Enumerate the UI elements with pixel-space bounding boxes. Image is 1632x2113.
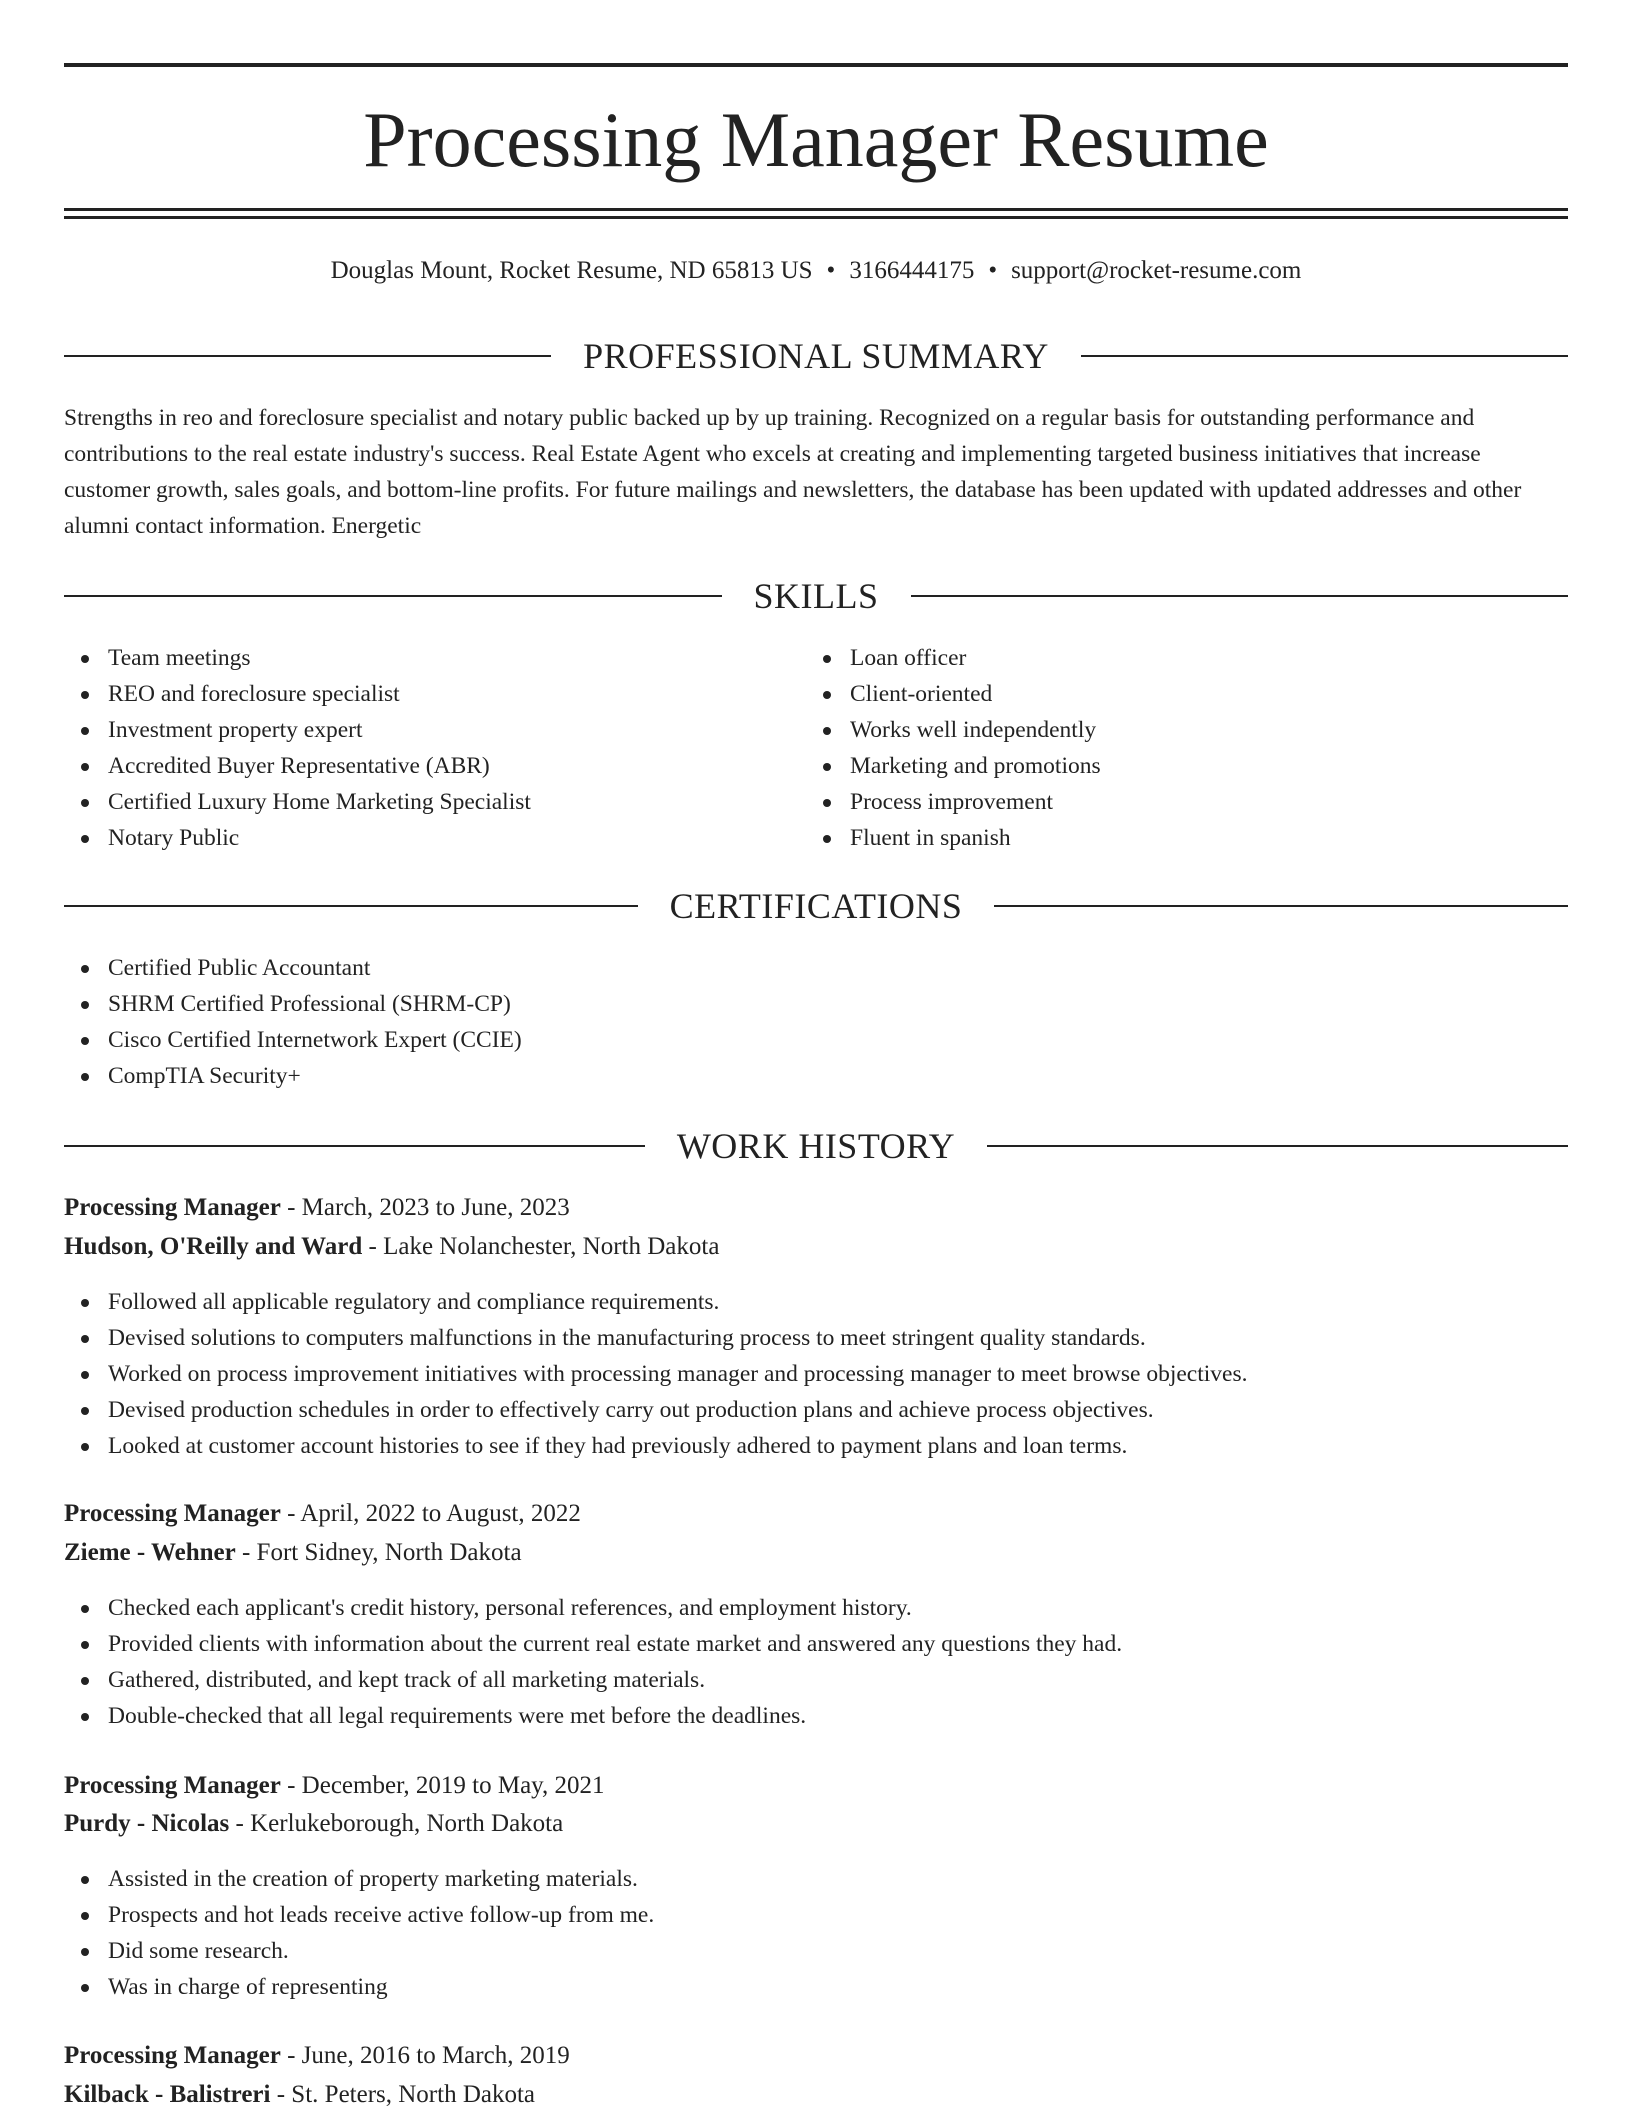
heading-rule <box>64 905 638 907</box>
section-heading-label: PROFESSIONAL SUMMARY <box>583 336 1049 376</box>
job-title: Processing Manager <box>64 1500 281 1527</box>
heading-rule <box>64 355 551 357</box>
job-location: - Kerlukeborough, North Dakota <box>229 1810 564 1837</box>
job-title-line <box>64 1496 1568 1532</box>
job-duty: Worked on process improvement initiatives with processing manager and processing manager to meet browse objectives. <box>64 1356 1568 1392</box>
certification-item: SHRM Certified Professional (SHRM-CP) <box>64 986 1568 1022</box>
skills-list-left <box>64 640 804 856</box>
skill-item: Certified Luxury Home Marketing Specialist <box>64 784 804 820</box>
heading-rule <box>64 595 722 597</box>
job-dates: - April, 2022 to August, 2022 <box>280 1500 581 1527</box>
certification-item: Cisco Certified Internetwork Expert (CCIE) <box>64 1022 1568 1058</box>
job-duties-list <box>64 1590 1568 1734</box>
job-duty: Did some research. <box>64 1933 1568 1969</box>
heading-rule <box>994 905 1568 907</box>
skill-item: Loan officer <box>806 640 1546 676</box>
job-location: - St. Peters, North Dakota <box>270 2081 536 2108</box>
job-company-line <box>64 1806 1568 1842</box>
job-duty: Gathered, distributed, and kept track of all marketing materials. <box>64 1662 1568 1698</box>
skill-item: Team meetings <box>64 640 804 676</box>
job-dates: - June, 2016 to March, 2019 <box>280 2042 570 2069</box>
job-duties-list <box>64 1861 1568 2005</box>
job-duty: Checked each applicant's credit history, personal references, and employment history. <box>64 1590 1568 1626</box>
skill-item: Fluent in spanish <box>806 820 1546 856</box>
contact-phone: 3166444175 <box>849 257 975 284</box>
job-duty: Was in charge of representing <box>64 1969 1568 2005</box>
job-dates: - December, 2019 to May, 2021 <box>280 1772 605 1799</box>
title-rule-lower <box>64 216 1568 219</box>
skill-item: REO and foreclosure specialist <box>64 676 804 712</box>
section-heading-label: CERTIFICATIONS <box>669 886 963 926</box>
job-duty: Double-checked that all legal requirements were met before the deadlines. <box>64 1698 1568 1734</box>
skill-item: Works well independently <box>806 712 1546 748</box>
job-title: Processing Manager <box>64 1772 281 1799</box>
job-company-line <box>64 1229 1568 1265</box>
job-duty: Prospects and hot leads receive active follow-up from me. <box>64 1897 1568 1933</box>
skill-item: Accredited Buyer Representative (ABR) <box>64 748 804 784</box>
page-title: Processing Manager Resume <box>363 96 1269 183</box>
job-duty: Devised solutions to computers malfunctions in the manufacturing process to meet stringent quality standards. <box>64 1320 1568 1356</box>
job-dates: - March, 2023 to June, 2023 <box>280 1194 570 1221</box>
heading-rule <box>1081 355 1568 357</box>
contact-email: support@rocket-resume.com <box>1011 257 1302 284</box>
title-rule-upper <box>64 208 1568 211</box>
job-duty: Provided clients with information about the current real estate market and answered any questions they had. <box>64 1626 1568 1662</box>
section-heading-work-history <box>64 1124 1568 1168</box>
job-title-line <box>64 2038 1568 2074</box>
job-duty: Looked at customer account histories to see if they had previously adhered to payment plans and loan terms. <box>64 1428 1568 1464</box>
heading-rule <box>64 1145 645 1147</box>
skill-item: Client-oriented <box>806 676 1546 712</box>
contact-address: Douglas Mount, Rocket Resume, ND 65813 US <box>330 257 813 284</box>
top-rule <box>64 63 1568 67</box>
section-heading-summary <box>64 334 1568 378</box>
certification-item: CompTIA Security+ <box>64 1058 1568 1094</box>
skills-list-right <box>806 640 1546 856</box>
job-company: Hudson, O'Reilly and Ward <box>64 1233 363 1260</box>
job-duty: Devised production schedules in order to effectively carry out production plans and achieve process objectives. <box>64 1392 1568 1428</box>
certification-item: Certified Public Accountant <box>64 950 1568 986</box>
job-title-line <box>64 1768 1568 1804</box>
job-location: - Fort Sidney, North Dakota <box>235 1539 522 1566</box>
section-heading-skills <box>64 574 1568 618</box>
skill-item: Marketing and promotions <box>806 748 1546 784</box>
job-duty: Followed all applicable regulatory and compliance requirements. <box>64 1284 1568 1320</box>
job-title: Processing Manager <box>64 1194 281 1221</box>
contact-separator: • <box>826 257 836 284</box>
job-company-line <box>64 2077 1568 2113</box>
heading-rule <box>911 595 1569 597</box>
job-company: Zieme - Wehner <box>64 1539 236 1566</box>
summary-text: Strengths in reo and foreclosure specialist and notary public backed up by up training. Recognized on a regular basis for outstanding performance and contributions to the real estate industry's success. Real Estate Agent who excels at creating and implementing targeted business initiatives that increase customer growth, sales goals, and bottom-line profits. For future mailings and newsletters, the database has been updated with updated addresses and other alumni contact information. Energetic <box>64 405 1522 539</box>
job-title: Processing Manager <box>64 2042 281 2069</box>
contact-line <box>64 254 1568 288</box>
section-heading-certifications <box>64 884 1568 928</box>
section-heading-label: SKILLS <box>753 576 879 616</box>
job-location: - Lake Nolanchester, North Dakota <box>362 1233 720 1260</box>
job-title-line <box>64 1190 1568 1226</box>
skill-item: Process improvement <box>806 784 1546 820</box>
job-duty: Assisted in the creation of property marketing materials. <box>64 1861 1568 1897</box>
job-company-line <box>64 1535 1568 1571</box>
skill-item: Investment property expert <box>64 712 804 748</box>
heading-rule <box>987 1145 1568 1147</box>
contact-separator: • <box>988 257 998 284</box>
section-heading-label: WORK HISTORY <box>676 1126 956 1166</box>
job-duties-list <box>64 1284 1568 1464</box>
job-company: Purdy - Nicolas <box>64 1810 230 1837</box>
job-company: Kilback - Balistreri <box>64 2081 271 2108</box>
certifications-list <box>64 950 1568 1094</box>
skill-item: Notary Public <box>64 820 804 856</box>
